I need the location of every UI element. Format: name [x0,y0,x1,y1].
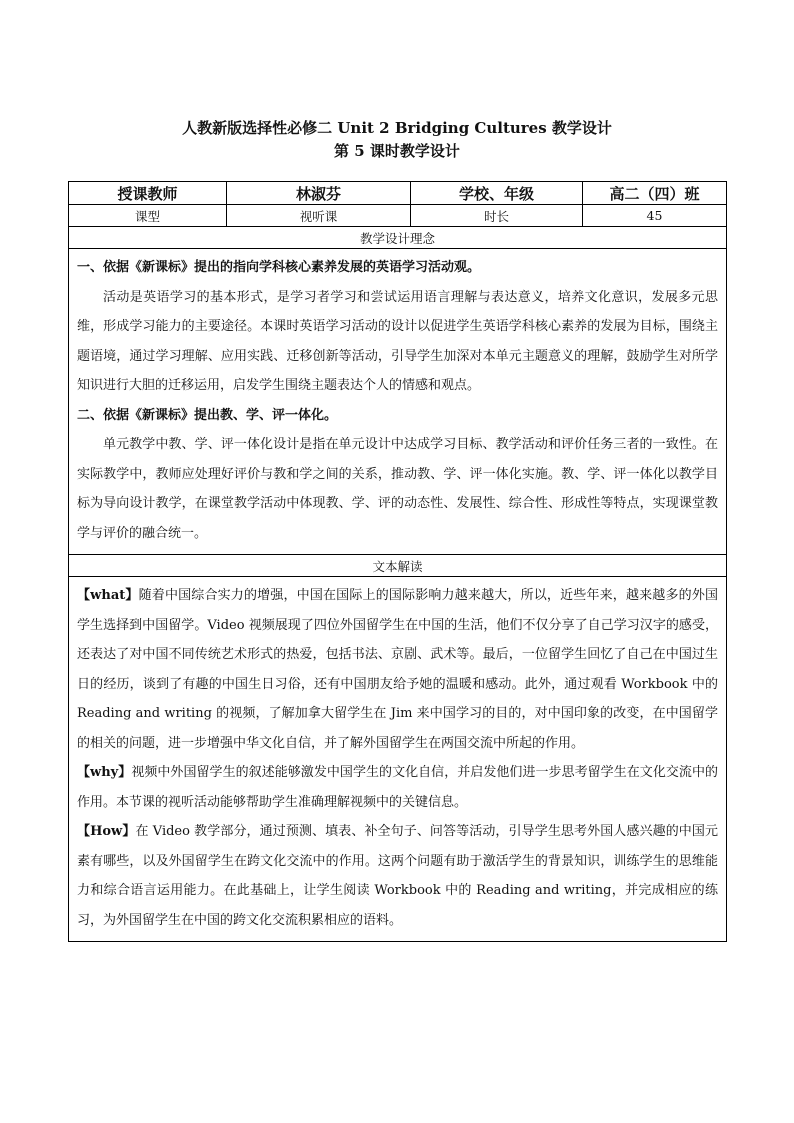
school-grade-value: 高二（四）班 [583,182,727,205]
why-tag: 【why】 [77,765,132,780]
duration-label: 时长 [411,205,583,227]
document-subtitle: 第 5 课时教学设计 [334,142,460,160]
what-text: 随着中国综合实力的增强，中国在国际上的国际影响力越来越大，所以，近些年来，越来越多的外国学生选择到中国留学。Video 视频展现了四位外国留学生在中国的生活，他们不仅分享了自己学习汉字的感受，还表达了对中国不同传统艺术形式的热爱，包括书法、京剧、武术等。最后，一位留学生回忆了自己在中国过生日的经历，谈到了有趣的中国生日习俗，还有中国朋友给予她的温暖和感动。此外，通过观看 Workbook 中的 Reading and writing 的视频，了解加拿大留学生在 Jim 来中国学习的目的，对中国印象的改变，在中国留学的相关的问题，进一步增强中华文化自信，并了解外国留学生在两国交流中所起的作用。 [77,588,718,751]
lesson-plan-table [68,181,727,942]
how-tag: 【How】 [77,824,136,839]
section-heading-design-concept: 教学设计理念 [69,227,727,249]
document-title: 人教新版选择性必修二 Unit 2 Bridging Cultures 教学设计 [182,119,612,137]
duration-value: 45 [583,205,727,227]
info-row-2 [69,205,727,227]
concept-point-2-text: 单元教学中教、学、评一体化设计是指在单元设计中达成学习目标、教学活动和评价任务三者的一致性。在实际教学中，教师应处理好评价与教和学之间的关系，推动教、学、评一体化实施。教、学、评一体化以教学目标为导向设计教学，在课堂教学活动中体现教、学、评的动态性、发展性、综合性、形成性等特点，实现课堂教学与评价的融合统一。 [77,437,718,541]
what-paragraph [77,581,718,758]
lesson-type-value: 视听课 [227,205,411,227]
school-grade-label: 学校、年级 [411,182,583,205]
why-text: 视频中外国留学生的叙述能够激发中国学生的文化自信，并启发他们进一步思考留学生在文化交流中的作用。本节课的视听活动能够帮助学生准确理解视频中的关键信息。 [77,765,718,810]
info-row-1 [69,182,727,205]
text-analysis-body [69,577,727,942]
what-tag: 【what】 [77,588,139,603]
teacher-value: 林淑芬 [227,182,411,205]
how-text: 在 Video 教学部分，通过预测、填表、补全句子、问答等活动，引导学生思考外国人感兴趣的中国元素有哪些，以及外国留学生在跨文化交流中的作用。这两个问题有助于激活学生的背景知识，训练学生的思维能力和综合语言运用能力。在此基础上，让学生阅读 Workbook 中的 Reading and writing，并完成相应的练习，为外国留学生在中国的跨文化交流积累相应的语料。 [77,824,718,928]
why-paragraph [77,758,718,817]
teacher-label: 授课教师 [69,182,227,205]
lesson-type-label: 课型 [69,205,227,227]
concept-point-1-text: 活动是英语学习的基本形式，是学习者学习和尝试运用语言理解与表达意义，培养文化意识，发展多元思维，形成学习能力的主要途径。本课时英语学习活动的设计以促进学生英语学科核心素养的发展为目标，围绕主题语境，通过学习理解、应用实践、迁移创新等活动，引导学生加深对本单元主题意义的理解，鼓励学生对所学知识进行大胆的迁移运用，启发学生围绕主题表达个人的情感和观点。 [77,289,718,393]
concept-point-1-heading: 一、依据《新课标》提出的指向学科核心素养发展的英语学习活动观。 [77,260,481,275]
section-heading-text-analysis: 文本解读 [69,555,727,577]
how-paragraph [77,817,718,935]
concept-point-2-heading: 二、依据《新课标》提出教、学、评一体化。 [77,407,338,423]
design-concept-body [69,249,727,555]
